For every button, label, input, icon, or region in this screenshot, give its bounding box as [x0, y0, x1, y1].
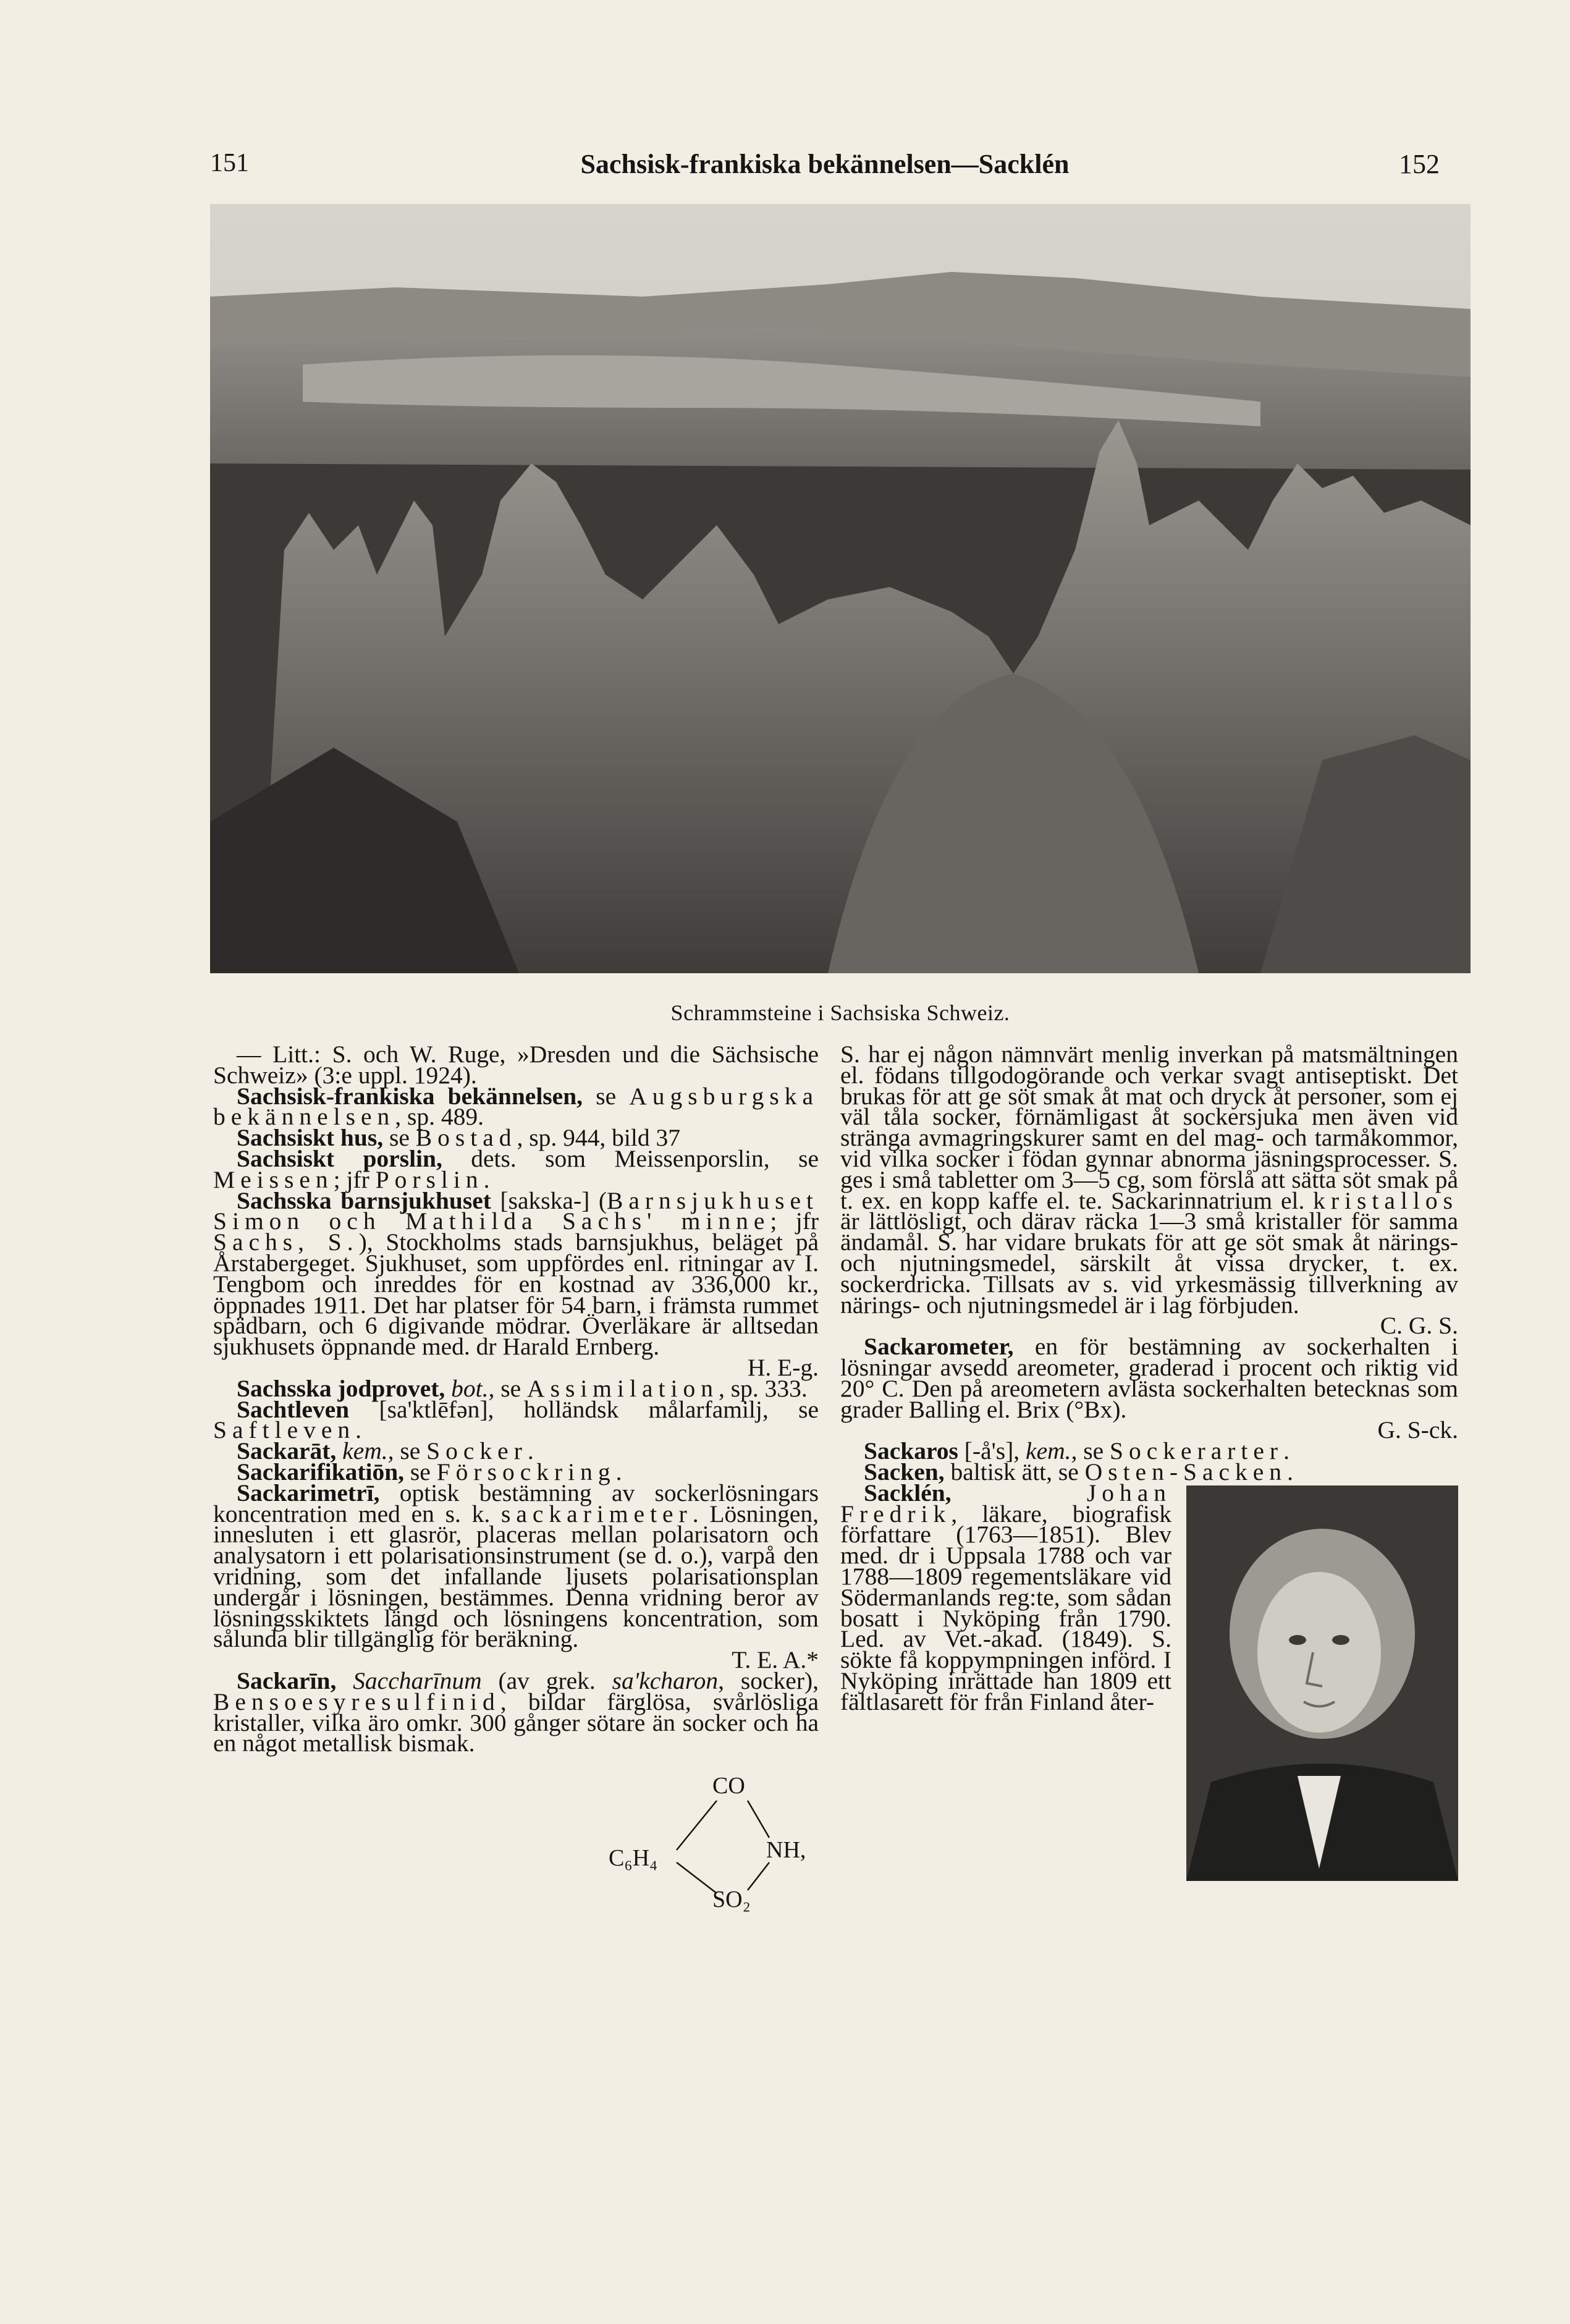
greek-etymology: sa'kcharon — [612, 1667, 719, 1694]
cross-reference: Försockring — [436, 1458, 616, 1485]
portrait-picture — [1186, 1485, 1458, 1881]
entry-text: optisk bestämning av sockerlösningars koncentration med en s. k. — [213, 1479, 819, 1528]
cross-reference: Augsburgska bekännelsen — [213, 1082, 819, 1131]
entry-headword: Sachsska jodprovet, — [237, 1374, 445, 1402]
entry-sackarometer — [840, 1333, 1458, 1444]
cross-reference: sackarimeter — [500, 1500, 693, 1528]
entry-sackarin-block — [213, 1667, 819, 1912]
entry-headword: Sackarīn, — [237, 1667, 337, 1694]
entry-text: . — [1287, 1458, 1293, 1485]
cross-reference: Socker — [426, 1437, 528, 1465]
entry-text: . — [355, 1416, 362, 1444]
cross-reference: Bostad — [415, 1124, 517, 1152]
subject-abbreviation: kem., — [1019, 1437, 1078, 1465]
entry-text: se — [394, 1437, 427, 1465]
entry-sacklen — [840, 1479, 1458, 1715]
formula-carbonyl: CO — [712, 1772, 745, 1799]
entry-text: , sp. 489. — [395, 1103, 484, 1131]
cross-reference: Saftleven — [213, 1416, 356, 1444]
formula-ring: C₆H₄ — [609, 1844, 658, 1871]
entry-headword: Sachsiskt porslin, — [237, 1144, 442, 1172]
entry-sackarimetri — [213, 1479, 819, 1674]
formula-sulfonyl: SO₂ — [712, 1886, 751, 1912]
entry-text: , sp. 944, bild 37 — [517, 1124, 680, 1152]
portrait-image — [1186, 1485, 1458, 1881]
running-head — [210, 148, 1440, 185]
entry-text: se — [583, 1082, 630, 1110]
author-signature: C. G. S. — [1380, 1312, 1458, 1340]
saccharin-structure — [609, 1745, 819, 1912]
cross-reference: Meissen — [213, 1165, 334, 1193]
cross-reference: Sockerarter — [1110, 1437, 1284, 1465]
entry-headword: Sackarāt, — [237, 1437, 337, 1465]
author-signature: T. E. A.* — [732, 1646, 819, 1674]
literature-note: — Litt.: S. och W. Ruge, »Dresden und die Sächsische Schweiz» (3:e uppl. 1924). — [213, 1041, 819, 1089]
cross-reference: Porslin — [375, 1165, 484, 1193]
entry-text: . — [1283, 1437, 1289, 1465]
entry-sachsisk-frankiska — [213, 1082, 819, 1131]
entry-text: (av grek. — [481, 1667, 612, 1694]
entry-text: , sp. 333. — [718, 1374, 808, 1402]
entry-sachsska-barnsjukhuset — [213, 1186, 819, 1381]
cross-reference: kristallos — [1313, 1186, 1458, 1214]
entry-headword: Sachsiskt hus, — [237, 1124, 384, 1152]
entry-text: ; jfr — [770, 1207, 819, 1235]
entry-text: . — [483, 1165, 490, 1193]
chemical-formula — [609, 1745, 819, 1912]
entry-headword: Sackaros — [864, 1437, 958, 1465]
subject-abbreviation: bot., — [445, 1374, 495, 1402]
page-number-left: 151 — [210, 149, 249, 177]
entry-text: S. har ej någon nämnvärt menlig inverkan på matsmältningen el. födans tillgodogörande och verkar svagt antiseptiskt. Det brukas för att ge söt smak åt mat och dryck åt personer, som ej väl tåla socker, förnämligast åt sockersjuka men även vid stränga avmagringskurer samt en del mag- och tarmåkommor, vid vilka socker i födan gynnar abnorma jäsningsprocesser. S. ges i små tabletter om 3—5 cg, som förslå att sätta söt smak på t. ex. en kopp kaffe el. te. Sackarinnatrium el. — [840, 1041, 1458, 1214]
entry-headword: Sackarometer, — [864, 1333, 1014, 1361]
entry-text: en för bestämning av sockerhalten i lösningar avsedd areometer, graderad i procent och riktig vid 20° C. Den på areometern avlästa sockerhalten betecknas som grader Balling el. Brix (°Bx). — [840, 1333, 1458, 1423]
person-name: Johan Fredrik — [840, 1479, 1171, 1528]
cross-reference: Barnsjukhuset Simon och Mathilda Sachs' minne — [213, 1186, 819, 1235]
entry-headword: Sacken, — [864, 1458, 945, 1485]
entry-headword: Sackarifikatiōn, — [237, 1458, 405, 1485]
entry-text: [sa'ktlēfən], holländsk målarfamilj, se — [349, 1395, 819, 1423]
entry-text: . Lösningen, innesluten i ett glasrör, placeras mellan polarisatorn och analysatorn i ett polarisationsinstrument (se d. o.), varpå den vridning, som det infallande ljusets polarisationsplan undergår i lösningen, bestämmes. Denna vridning beror av lösningsskiktets längd och lösningens koncentration, som sålunda blir tillgänglig för beräkning. — [213, 1500, 819, 1653]
entry-sackarin-continued — [840, 1041, 1458, 1340]
entry-text: [-å's], — [958, 1437, 1020, 1465]
cross-reference: Bensoesyresulfinid — [213, 1688, 500, 1715]
right-column — [840, 1041, 1458, 1881]
entry-text: ; jfr — [333, 1165, 376, 1193]
entry-headword: Sachtleven — [237, 1395, 350, 1423]
entry-text: , läkare, biografisk författare (1763—1851). Blev med. dr i Uppsala 1788 och var 1788—1809 regementsläkare vid Södermanlands reg:te, som sådan bosatt i Nyköping från 1790. Led. av Vet.-akad. (1849). S. sökte få koppympningen införd. I Nyköping inrättade han 1809 ett fältlasarett för från Finland åter- — [840, 1500, 1171, 1715]
author-signature: G. S-ck. — [1377, 1416, 1458, 1444]
entry-text: se — [383, 1124, 416, 1152]
formula-imide: NH, — [766, 1836, 806, 1863]
page-number-right: 152 — [1399, 149, 1440, 179]
entry-headword: Sachsisk-frankiska bekännelsen, — [237, 1082, 583, 1110]
landscape-photograph — [210, 204, 1471, 973]
entry-text: är lättlösligt, och därav räcka 1—3 små kristaller för samma ändamål. S. har vidare brukats för att ge söt smak åt närings- och njutningsmedel, särskilt åt vissa drycker, t. ex. sockerdricka. Tillsats av s. vid yrkesmässig tillverkning av närings- och njutningsmedel är i lag förbjuden. — [840, 1207, 1458, 1319]
rock-formation-picture — [210, 204, 1471, 973]
entry-text: , bildar färglösa, svårlösliga kristaller, vilka äro omkr. 300 gånger sötare än socker och ha en något metallisk bismak. — [213, 1688, 819, 1757]
left-column — [213, 1041, 819, 1912]
entry-text: se — [404, 1458, 437, 1485]
latin-name: Saccharīnum — [336, 1667, 482, 1694]
photo-caption: Schrammsteine i Sachsiska Schweiz. — [670, 1000, 1010, 1025]
entry-headword: Sackarimetrī, — [237, 1479, 380, 1506]
cross-reference: Sachs, S. — [213, 1228, 359, 1256]
cross-reference: Assimilation — [527, 1374, 719, 1402]
entry-text: . — [527, 1437, 534, 1465]
entry-sackarin — [213, 1667, 819, 1757]
entry-sachtleven — [213, 1395, 819, 1444]
entry-text: baltisk ätt, se — [944, 1458, 1085, 1485]
entry-text: [sakska-] ( — [491, 1186, 607, 1214]
entry-headword: Sacklén, — [864, 1479, 952, 1506]
entry-headword: Sachsska barnsjukhuset — [237, 1186, 491, 1214]
entry-text: se — [494, 1374, 528, 1402]
entry-text: ), Stockholms stads barnsjukhus, beläget på Årstabergeget. Sjukhuset, som uppfördes enl. ritningar av I. Tengbom och inreddes för en kostnad av 336,000 kr., öppnades 1911. Det har platser för 54 barn, i främsta rummet spädbarn, och 6 digivande mödrar. Överläkare är alltsedan sjukhusets öppnande med. dr Harald Ernberg. — [213, 1228, 819, 1361]
author-signature: H. E-g. — [747, 1353, 819, 1381]
entry-sachsiskt-porslin — [213, 1144, 819, 1193]
subject-abbreviation: kem., — [336, 1437, 394, 1465]
entry-text: se — [1077, 1437, 1110, 1465]
entry-text: . — [615, 1458, 622, 1485]
entry-text: dets. som Meissenporslin, se — [442, 1144, 819, 1172]
running-title: Sachsisk-frankiska bekännelsen—Sacklén — [580, 149, 1070, 179]
entry-text: , socker), — [718, 1667, 819, 1694]
cross-reference: Osten-Sacken — [1084, 1458, 1288, 1485]
